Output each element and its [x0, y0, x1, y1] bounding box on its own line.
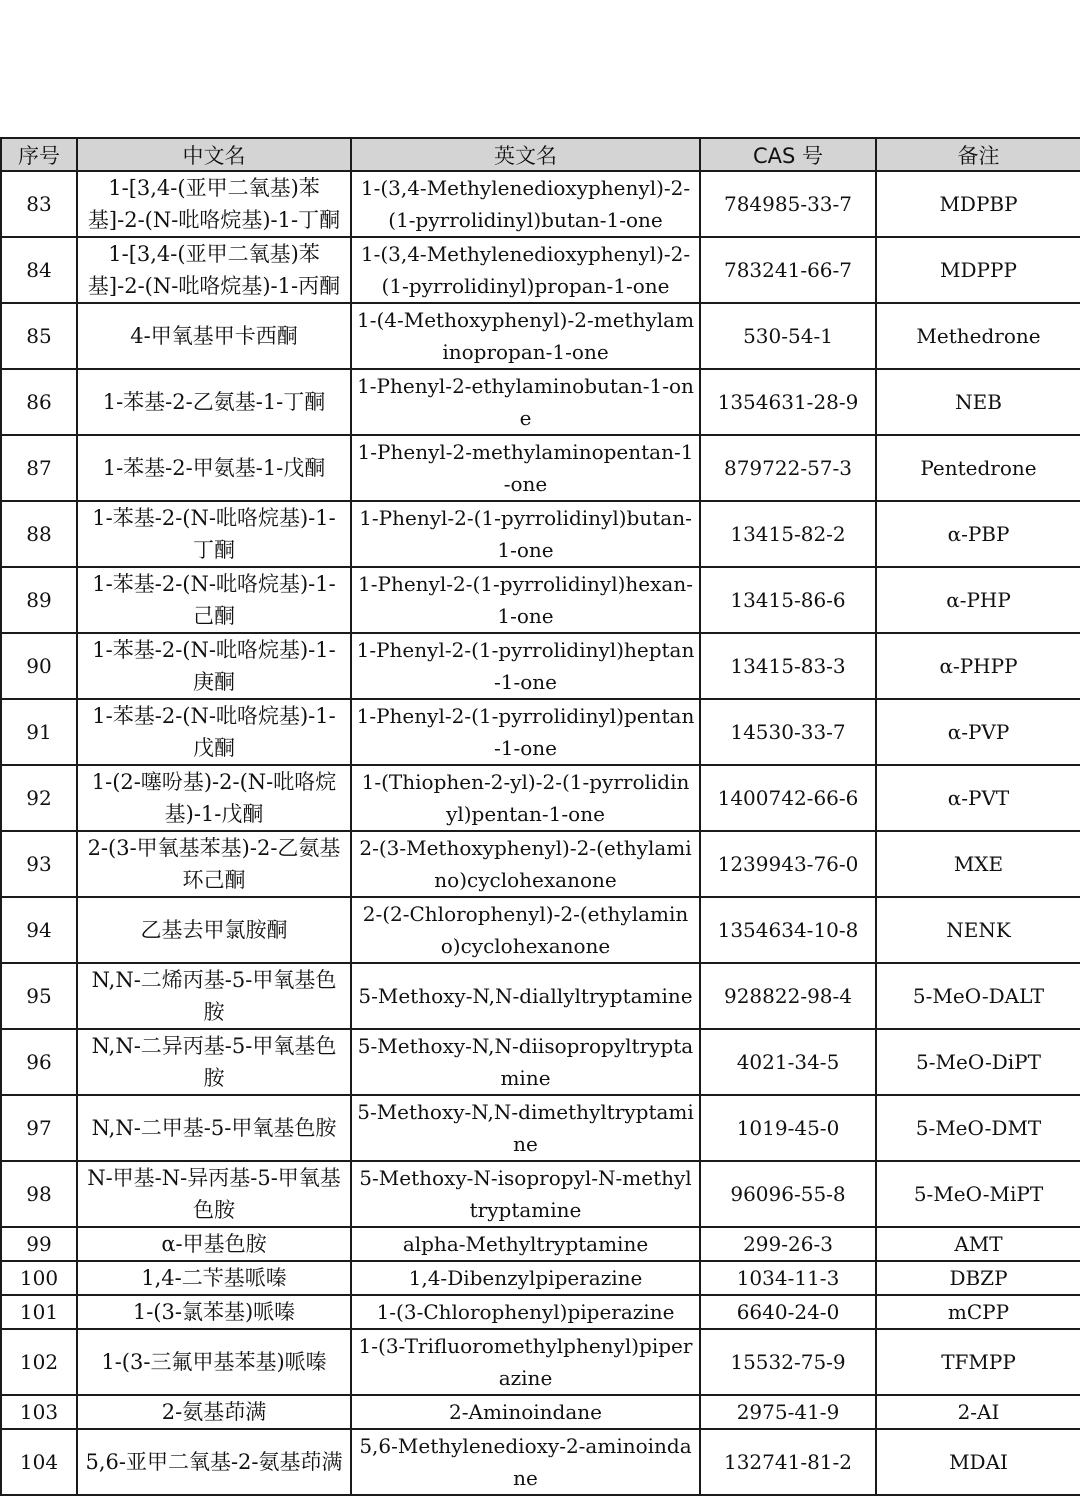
table-row	[1, 831, 1080, 897]
cell-cas-number: 1354634-10-8	[700, 897, 876, 963]
cell-english-name: 1-Phenyl-2-(1-pyrrolidinyl)butan-1-one	[351, 501, 700, 567]
cell-serial-number: 95	[1, 963, 77, 1029]
cell-serial-number: 96	[1, 1029, 77, 1095]
table-row	[1, 1429, 1080, 1495]
header-serial-number: 序号	[1, 138, 77, 171]
table-row	[1, 1227, 1080, 1261]
cell-serial-number: 88	[1, 501, 77, 567]
cell-cas-number: 13415-86-6	[700, 567, 876, 633]
table-row	[1, 303, 1080, 369]
cell-serial-number: 99	[1, 1227, 77, 1261]
cell-serial-number: 91	[1, 699, 77, 765]
cell-chinese-name: 4-甲氧基甲卡西酮	[77, 303, 351, 369]
table-row	[1, 699, 1080, 765]
table-row	[1, 765, 1080, 831]
cell-chinese-name: 1-苯基-2-(N-吡咯烷基)-1-己酮	[77, 567, 351, 633]
cell-remarks: MDPPP	[876, 237, 1080, 303]
cell-remarks: 5-MeO-DiPT	[876, 1029, 1080, 1095]
cell-english-name: 5-Methoxy-N,N-diallyltryptamine	[351, 963, 700, 1029]
cell-chinese-name: N-甲基-N-异丙基-5-甲氧基色胺	[77, 1161, 351, 1227]
cell-english-name: 1-Phenyl-2-(1-pyrrolidinyl)pentan-1-one	[351, 699, 700, 765]
cell-serial-number: 86	[1, 369, 77, 435]
cell-english-name: 1-(Thiophen-2-yl)-2-(1-pyrrolidinyl)pentan-1-one	[351, 765, 700, 831]
table-row	[1, 633, 1080, 699]
cell-remarks: α-PHPP	[876, 633, 1080, 699]
cell-english-name: 1-Phenyl-2-methylaminopentan-1-one	[351, 435, 700, 501]
cell-remarks: 2-AI	[876, 1395, 1080, 1429]
cell-remarks: TFMPP	[876, 1329, 1080, 1395]
cell-serial-number: 83	[1, 171, 77, 237]
cell-cas-number: 96096-55-8	[700, 1161, 876, 1227]
header-remarks: 备注	[876, 138, 1080, 171]
cell-serial-number: 97	[1, 1095, 77, 1161]
cell-remarks: MDPBP	[876, 171, 1080, 237]
cell-english-name: 1-(3,4-Methylenedioxyphenyl)-2-(1-pyrrolidinyl)propan-1-one	[351, 237, 700, 303]
cell-english-name: 1-(3-Trifluoromethylphenyl)piperazine	[351, 1329, 700, 1395]
cell-chinese-name: 1-(3-三氟甲基苯基)哌嗪	[77, 1329, 351, 1395]
table-row	[1, 435, 1080, 501]
cell-cas-number: 784985-33-7	[700, 171, 876, 237]
cell-chinese-name: 1-[3,4-(亚甲二氧基)苯基]-2-(N-吡咯烷基)-1-丙酮	[77, 237, 351, 303]
cell-cas-number: 879722-57-3	[700, 435, 876, 501]
cell-chinese-name: 2-氨基茚满	[77, 1395, 351, 1429]
cell-remarks: 5-MeO-DALT	[876, 963, 1080, 1029]
cell-chinese-name: 1-苯基-2-(N-吡咯烷基)-1-丁酮	[77, 501, 351, 567]
cell-english-name: 2-(3-Methoxyphenyl)-2-(ethylamino)cyclohexanone	[351, 831, 700, 897]
cell-serial-number: 101	[1, 1295, 77, 1329]
cell-serial-number: 93	[1, 831, 77, 897]
header-english-name: 英文名	[351, 138, 700, 171]
cell-serial-number: 94	[1, 897, 77, 963]
cell-remarks: NENK	[876, 897, 1080, 963]
cell-remarks: Pentedrone	[876, 435, 1080, 501]
cell-english-name: 1-Phenyl-2-(1-pyrrolidinyl)hexan-1-one	[351, 567, 700, 633]
cell-english-name: 1-Phenyl-2-ethylaminobutan-1-one	[351, 369, 700, 435]
cell-cas-number: 13415-83-3	[700, 633, 876, 699]
cell-chinese-name: 2-(3-甲氧基苯基)-2-乙氨基环己酮	[77, 831, 351, 897]
cell-serial-number: 92	[1, 765, 77, 831]
cell-serial-number: 103	[1, 1395, 77, 1429]
cell-english-name: 5-Methoxy-N,N-dimethyltryptamine	[351, 1095, 700, 1161]
cell-chinese-name: 1-苯基-2-(N-吡咯烷基)-1-庚酮	[77, 633, 351, 699]
cell-remarks: Methedrone	[876, 303, 1080, 369]
cell-remarks: MXE	[876, 831, 1080, 897]
cell-english-name: 2-Aminoindane	[351, 1395, 700, 1429]
cell-remarks: DBZP	[876, 1261, 1080, 1295]
cell-serial-number: 102	[1, 1329, 77, 1395]
cell-remarks: α-PVT	[876, 765, 1080, 831]
cell-serial-number: 87	[1, 435, 77, 501]
header-chinese-name: 中文名	[77, 138, 351, 171]
cell-remarks: 5-MeO-MiPT	[876, 1161, 1080, 1227]
cell-serial-number: 85	[1, 303, 77, 369]
cell-cas-number: 1400742-66-6	[700, 765, 876, 831]
cell-english-name: 1,4-Dibenzylpiperazine	[351, 1261, 700, 1295]
table-row	[1, 171, 1080, 237]
cell-english-name: 2-(2-Chlorophenyl)-2-(ethylamino)cyclohexanone	[351, 897, 700, 963]
cell-chinese-name: N,N-二异丙基-5-甲氧基色胺	[77, 1029, 351, 1095]
cell-english-name: 1-Phenyl-2-(1-pyrrolidinyl)heptan-1-one	[351, 633, 700, 699]
table-row	[1, 1395, 1080, 1429]
cell-chinese-name: α-甲基色胺	[77, 1227, 351, 1261]
table-row	[1, 963, 1080, 1029]
cell-serial-number: 90	[1, 633, 77, 699]
cell-chinese-name: 1-苯基-2-甲氨基-1-戊酮	[77, 435, 351, 501]
table-row	[1, 1295, 1080, 1329]
cell-serial-number: 89	[1, 567, 77, 633]
cell-remarks: 5-MeO-DMT	[876, 1095, 1080, 1161]
cell-chinese-name: 1-苯基-2-乙氨基-1-丁酮	[77, 369, 351, 435]
cell-cas-number: 1239943-76-0	[700, 831, 876, 897]
table-row	[1, 1029, 1080, 1095]
cell-cas-number: 530-54-1	[700, 303, 876, 369]
cell-cas-number: 928822-98-4	[700, 963, 876, 1029]
cell-serial-number: 84	[1, 237, 77, 303]
cell-remarks: MDAI	[876, 1429, 1080, 1495]
cell-english-name: 1-(3-Chlorophenyl)piperazine	[351, 1295, 700, 1329]
cell-cas-number: 2975-41-9	[700, 1395, 876, 1429]
cell-english-name: 5-Methoxy-N,N-diisopropyltryptamine	[351, 1029, 700, 1095]
cell-remarks: NEB	[876, 369, 1080, 435]
cell-cas-number: 783241-66-7	[700, 237, 876, 303]
cell-serial-number: 104	[1, 1429, 77, 1495]
cell-cas-number: 1019-45-0	[700, 1095, 876, 1161]
table-row	[1, 501, 1080, 567]
cell-cas-number: 4021-34-5	[700, 1029, 876, 1095]
cell-english-name: 5-Methoxy-N-isopropyl-N-methyltryptamine	[351, 1161, 700, 1227]
cell-chinese-name: 5,6-亚甲二氧基-2-氨基茚满	[77, 1429, 351, 1495]
cell-cas-number: 6640-24-0	[700, 1295, 876, 1329]
table-row	[1, 1095, 1080, 1161]
cell-english-name: 5,6-Methylenedioxy-2-aminoindane	[351, 1429, 700, 1495]
cell-chinese-name: 1-[3,4-(亚甲二氧基)苯基]-2-(N-吡咯烷基)-1-丁酮	[77, 171, 351, 237]
cell-english-name: alpha-Methyltryptamine	[351, 1227, 700, 1261]
header-cas-number: CAS 号	[700, 138, 876, 171]
cell-chinese-name: N,N-二甲基-5-甲氧基色胺	[77, 1095, 351, 1161]
cell-chinese-name: 1,4-二苄基哌嗪	[77, 1261, 351, 1295]
cell-cas-number: 1034-11-3	[700, 1261, 876, 1295]
header-row	[1, 138, 1080, 171]
cell-serial-number: 98	[1, 1161, 77, 1227]
cell-cas-number: 15532-75-9	[700, 1329, 876, 1395]
table-row	[1, 1161, 1080, 1227]
cell-chinese-name: 乙基去甲氯胺酮	[77, 897, 351, 963]
cell-remarks: α-PVP	[876, 699, 1080, 765]
table-row	[1, 237, 1080, 303]
substance-table	[0, 137, 1080, 1496]
table-body	[1, 171, 1080, 1495]
cell-serial-number: 100	[1, 1261, 77, 1295]
cell-cas-number: 13415-82-2	[700, 501, 876, 567]
table-row	[1, 1329, 1080, 1395]
cell-remarks: α-PHP	[876, 567, 1080, 633]
cell-chinese-name: 1-(2-噻吩基)-2-(N-吡咯烷基)-1-戊酮	[77, 765, 351, 831]
table-row	[1, 369, 1080, 435]
cell-chinese-name: 1-苯基-2-(N-吡咯烷基)-1-戊酮	[77, 699, 351, 765]
cell-english-name: 1-(3,4-Methylenedioxyphenyl)-2-(1-pyrrolidinyl)butan-1-one	[351, 171, 700, 237]
cell-cas-number: 14530-33-7	[700, 699, 876, 765]
cell-cas-number: 1354631-28-9	[700, 369, 876, 435]
cell-chinese-name: 1-(3-氯苯基)哌嗪	[77, 1295, 351, 1329]
cell-remarks: α-PBP	[876, 501, 1080, 567]
cell-remarks: AMT	[876, 1227, 1080, 1261]
table-row	[1, 897, 1080, 963]
cell-cas-number: 132741-81-2	[700, 1429, 876, 1495]
cell-english-name: 1-(4-Methoxyphenyl)-2-methylaminopropan-1-one	[351, 303, 700, 369]
table-row	[1, 1261, 1080, 1295]
table-row	[1, 567, 1080, 633]
cell-remarks: mCPP	[876, 1295, 1080, 1329]
cell-cas-number: 299-26-3	[700, 1227, 876, 1261]
cell-chinese-name: N,N-二烯丙基-5-甲氧基色胺	[77, 963, 351, 1029]
